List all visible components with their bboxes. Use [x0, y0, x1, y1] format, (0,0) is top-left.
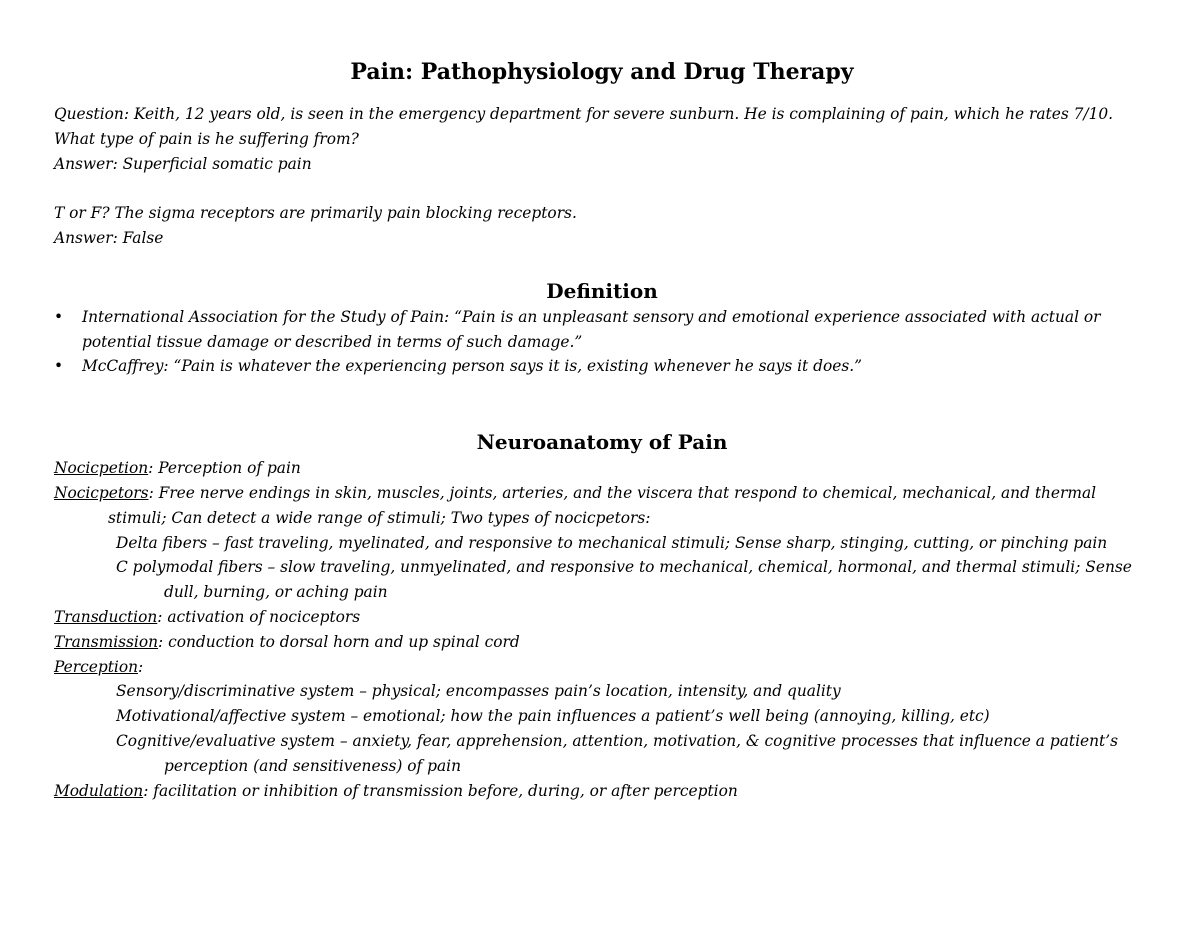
- bullet-icon: •: [54, 307, 64, 326]
- spacer: [54, 251, 1150, 277]
- c-polymodal-fibers-item: C polymodal fibers – slow traveling, unmyelinated, and responsive to mechanical, chemical, hormonal, and thermal stimuli; Sense dull, burning, or aching pain: [116, 558, 1132, 602]
- definition-item-text: International Association for the Study of Pain: “Pain is an unpleasant sensory and emotional experience associated with actual or potential tissue damage or described in terms of such damage.”: [82, 307, 1101, 351]
- nociception-line: [54, 456, 1150, 481]
- nociception-text: : Perception of pain: [148, 459, 301, 478]
- qa-answer-1: Answer: Superficial somatic pain: [54, 154, 312, 173]
- neuroanatomy-heading: Neuroanatomy of Pain: [476, 430, 728, 455]
- cognitive-system-item: Cognitive/evaluative system – anxiety, fear, apprehension, attention, motivation, & cognitive processes that influence a patient’s perception (and sensitiveness) of pain: [116, 731, 1118, 775]
- motivational-system-item: Motivational/affective system – emotional; how the pain influences a patient’s well being (annoying, killing, etc): [116, 707, 990, 726]
- nociception-term: Nocicpetion: [54, 459, 149, 478]
- nociceptors-line: [54, 481, 1150, 531]
- qa-question-2: T or F? The sigma receptors are primarily pain blocking receptors.: [54, 204, 577, 223]
- transduction-text: : activation of nociceptors: [157, 607, 361, 626]
- definition-item-mccaffrey: [54, 354, 1150, 379]
- definition-item-iasp: [54, 305, 1150, 355]
- transduction-line: [54, 605, 1150, 630]
- modulation-line: [54, 779, 1150, 804]
- perception-text: :: [138, 657, 144, 676]
- document-title: Pain: Pathophysiology and Drug Therapy: [350, 59, 854, 85]
- qa-section: [54, 102, 1150, 251]
- delta-fibers-item: Delta fibers – fast traveling, myelinated, and responsive to mechanical stimuli; Sense sharp, stinging, cutting, or pinching pain: [116, 533, 1108, 552]
- nociceptors-text: : Free nerve endings in skin, muscles, joints, arteries, and the viscera that respond to chemical, mechanical, and thermal stimuli; Can detect a wide range of stimuli; Two types of nocicpetors:: [108, 483, 1097, 527]
- sensory-system-item: Sensory/discriminative system – physical; encompasses pain’s location, intensity, and quality: [116, 682, 841, 701]
- perception-term: Perception: [54, 657, 138, 676]
- modulation-text: : facilitation or inhibition of transmission before, during, or after perception: [143, 781, 738, 800]
- spacer: [54, 379, 1150, 428]
- qa-answer-2: Answer: False: [54, 228, 164, 247]
- transduction-term: Transduction: [54, 607, 158, 626]
- nociceptors-term: Nocicpetors: [54, 483, 149, 502]
- transmission-line: [54, 630, 1150, 655]
- definition-list: [54, 305, 1150, 379]
- neuroanatomy-section: [54, 456, 1150, 803]
- transmission-text: : conduction to dorsal horn and up spinal cord: [158, 632, 520, 651]
- document-page: [54, 56, 1150, 803]
- transmission-term: Transmission: [54, 632, 159, 651]
- qa-question-1: Question: Keith, 12 years old, is seen in the emergency department for severe sunburn. He is complaining of pain, which he rates 7/10. What type of pain is he suffering from?: [54, 105, 1114, 148]
- bullet-icon: •: [54, 357, 64, 376]
- spacer: [54, 176, 1150, 201]
- modulation-term: Modulation: [54, 781, 144, 800]
- definition-heading: Definition: [546, 278, 658, 303]
- perception-line: [54, 655, 1150, 680]
- definition-item-text: McCaffrey: “Pain is whatever the experiencing person says it is, existing whenever he says it does.”: [82, 357, 863, 376]
